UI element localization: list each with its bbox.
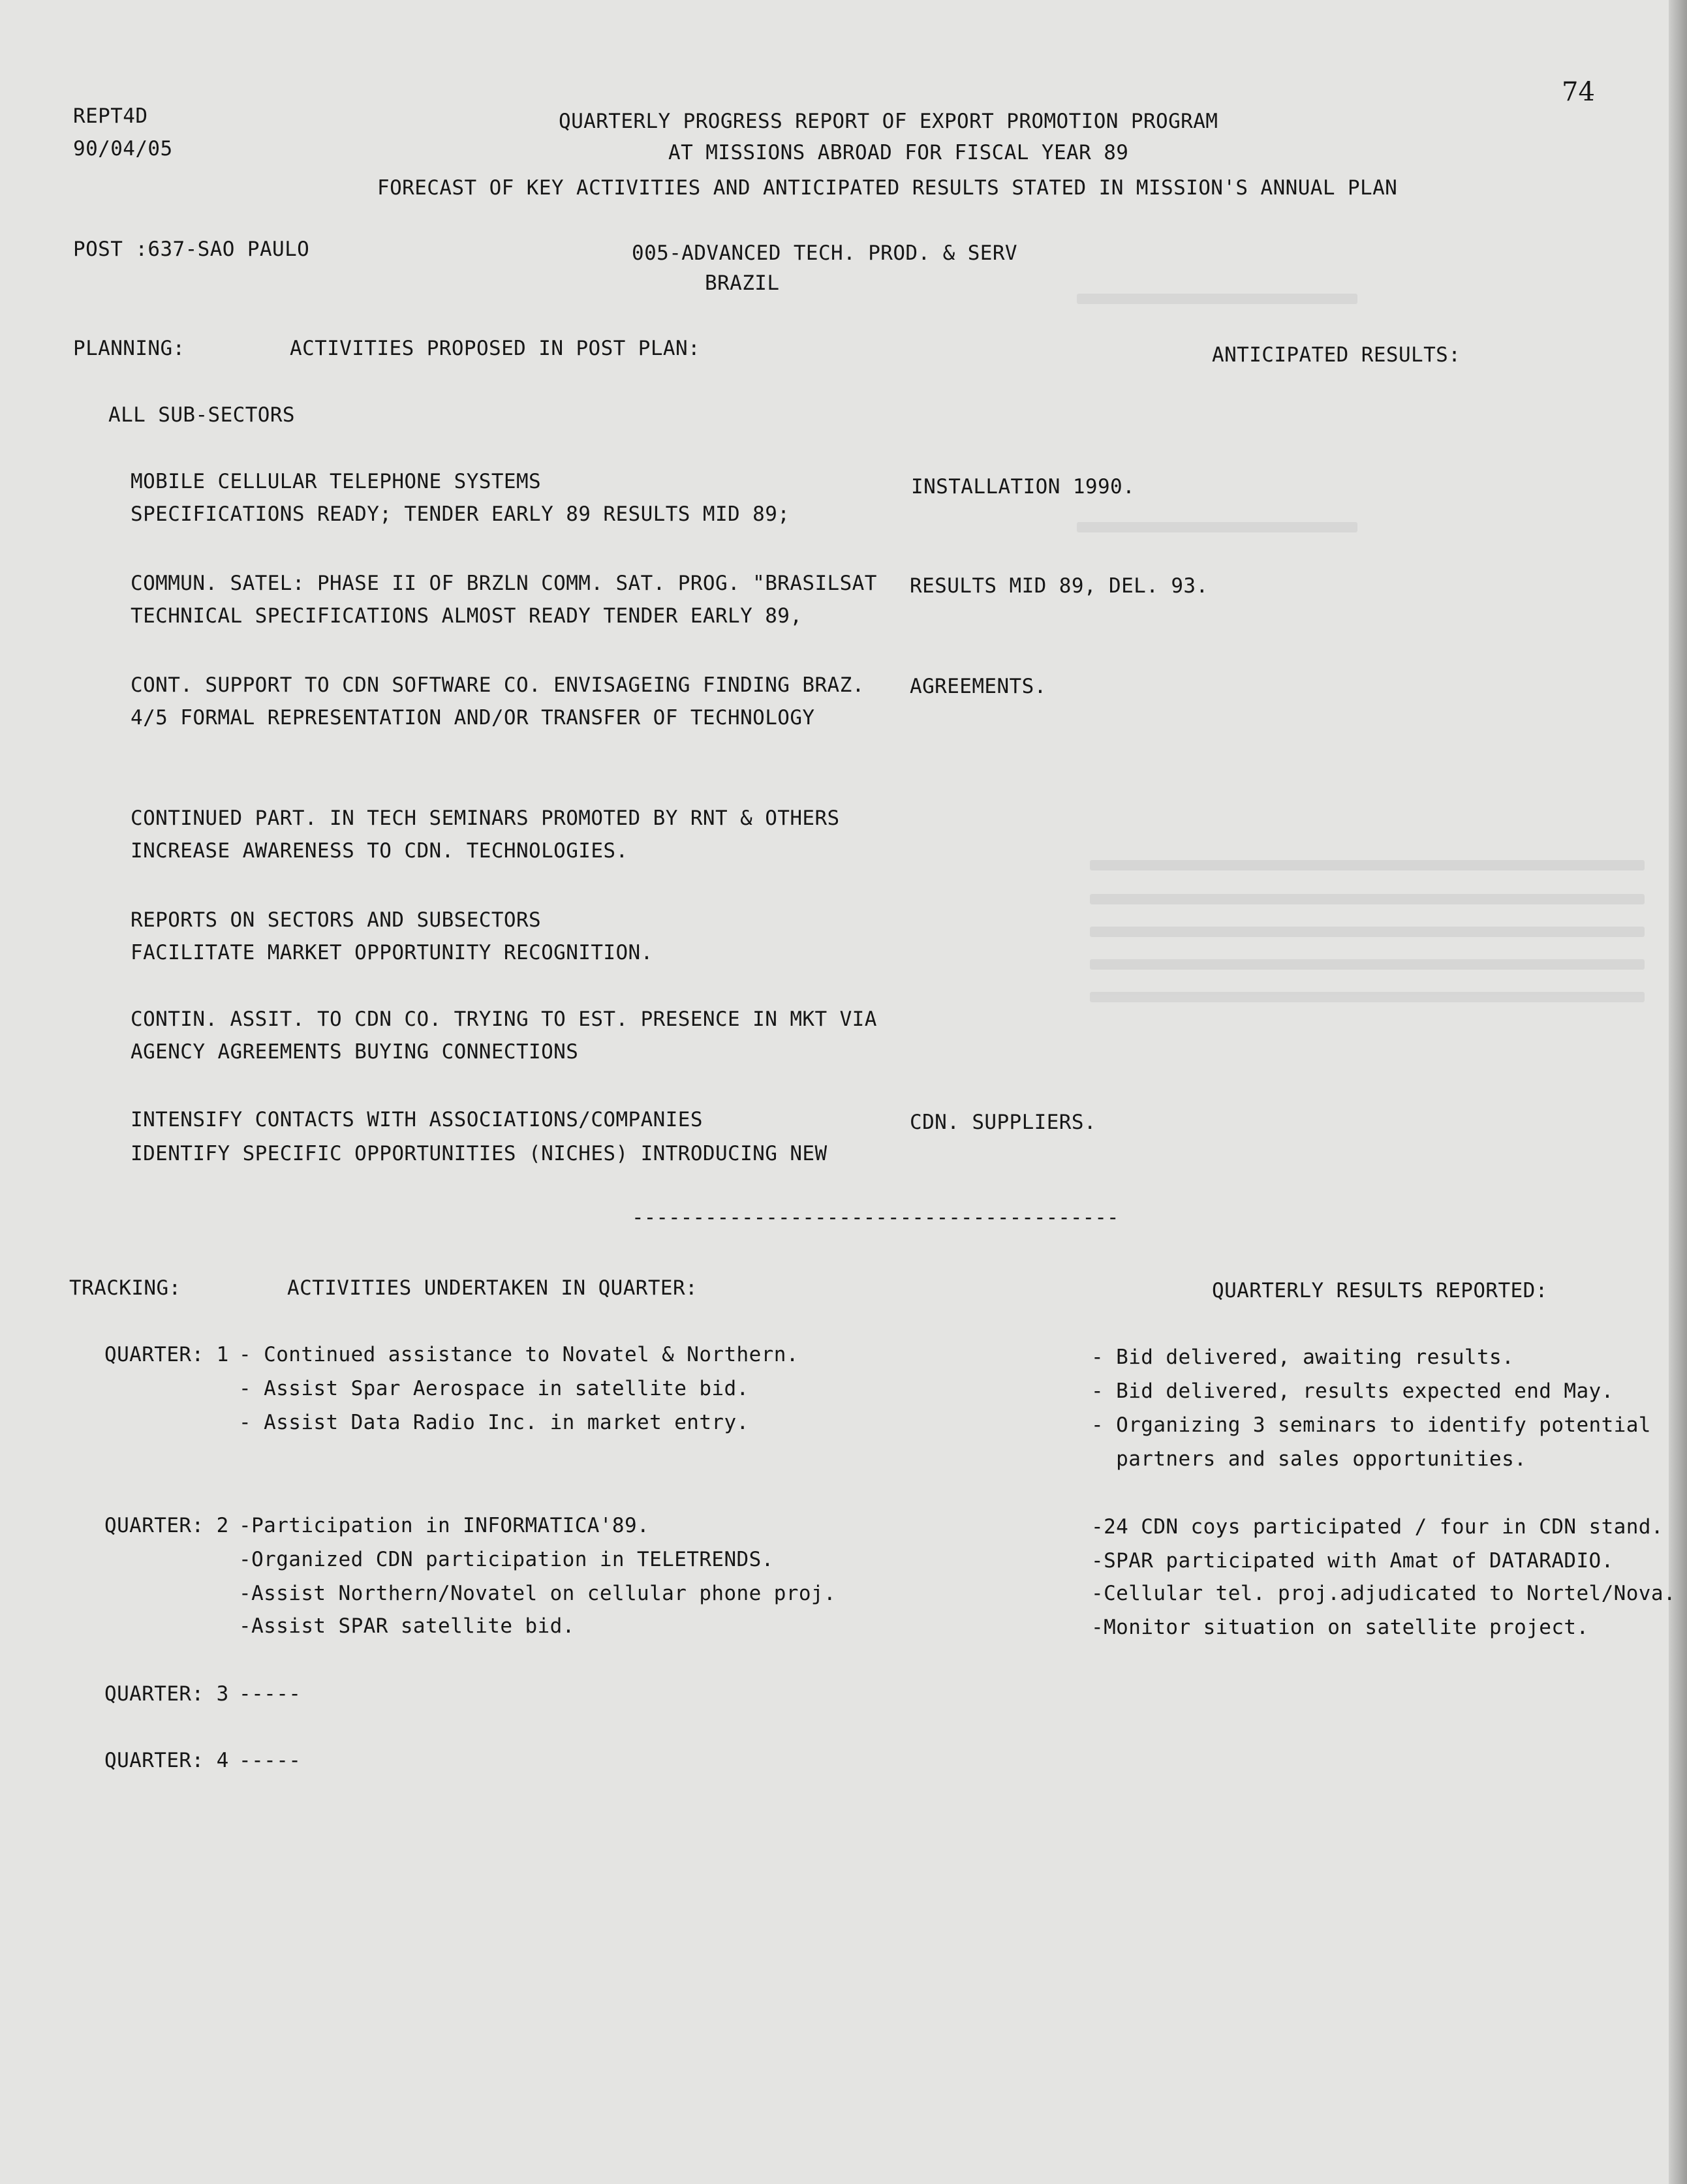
quarter-2-activity-1: -Participation in INFORMATICA'89. — [239, 1514, 650, 1537]
plan-item-3-result: AGREEMENTS. — [910, 675, 1047, 698]
report-date: 90/04/05 — [73, 137, 173, 161]
report-title-line-3: FORECAST OF KEY ACTIVITIES AND ANTICIPATED RESULTS STATED IN MISSION'S ANNUAL PLAN — [377, 176, 1398, 200]
quarter-4-label: QUARTER: 4 — [104, 1749, 229, 1772]
quarter-2-activity-4: -Assist SPAR satellite bid. — [239, 1614, 575, 1638]
report-title-line-2: AT MISSIONS ABROAD FOR FISCAL YEAR 89 — [668, 141, 1129, 164]
anticipated-results-heading: ANTICIPATED RESULTS: — [1212, 343, 1461, 367]
plan-item-1-result: INSTALLATION 1990. — [911, 475, 1136, 499]
planning-activities-heading: ACTIVITIES PROPOSED IN POST PLAN: — [290, 337, 701, 360]
quarter-2-result-2: -SPAR participated with Amat of DATARADIO. — [1091, 1549, 1614, 1573]
plan-item-7-line-2: IDENTIFY SPECIFIC OPPORTUNITIES (NICHES) INTRODUCING NEW — [131, 1142, 828, 1165]
report-title-line-1: QUARTERLY PROGRESS REPORT OF EXPORT PROMOTION PROGRAM — [559, 110, 1218, 133]
plan-item-3-line-2: 4/5 FORMAL REPRESENTATION AND/OR TRANSFER OF TECHNOLOGY — [131, 706, 815, 730]
plan-item-6-line-2: AGENCY AGREEMENTS BUYING CONNECTIONS — [131, 1040, 579, 1064]
plan-item-1-line-1: MOBILE CELLULAR TELEPHONE SYSTEMS — [131, 470, 542, 493]
quarter-2-label: QUARTER: 2 — [104, 1514, 229, 1537]
quarter-2-activity-2: -Organized CDN participation in TELETRENDS. — [239, 1548, 774, 1571]
plan-item-5-line-2: FACILITATE MARKET OPPORTUNITY RECOGNITION. — [131, 941, 653, 964]
page-number: 74 — [1562, 77, 1595, 107]
quarter-1-result-4: partners and sales opportunities. — [1091, 1447, 1527, 1471]
quarter-1-result-2: - Bid delivered, results expected end May. — [1091, 1379, 1614, 1403]
report-id: REPT4D — [73, 104, 148, 128]
quarterly-results-heading: QUARTERLY RESULTS REPORTED: — [1212, 1279, 1548, 1302]
page-edge-shadow — [1669, 0, 1687, 2184]
quarter-1-activity-3: - Assist Data Radio Inc. in market entry. — [239, 1411, 749, 1434]
subsector-heading: ALL SUB-SECTORS — [108, 403, 295, 427]
plan-item-7-result: CDN. SUPPLIERS. — [910, 1111, 1096, 1134]
plan-item-2-line-1: COMMUN. SATEL: PHASE II OF BRZLN COMM. SAT. PROG. "BRASILSAT — [131, 572, 877, 595]
plan-item-4-line-2: INCREASE AWARENESS TO CDN. TECHNOLOGIES. — [131, 839, 628, 863]
section-separator: ---------------------------------------- — [632, 1206, 1119, 1229]
quarter-2-activity-3: -Assist Northern/Novatel on cellular phone proj. — [239, 1582, 837, 1605]
plan-item-1-line-2: SPECIFICATIONS READY; TENDER EARLY 89 RESULTS MID 89; — [131, 502, 790, 526]
quarter-1-activity-1: - Continued assistance to Novatel & Northern. — [239, 1343, 799, 1366]
planning-label: PLANNING: — [73, 337, 185, 360]
plan-item-2-result: RESULTS MID 89, DEL. 93. — [910, 574, 1209, 598]
quarter-2-result-4: -Monitor situation on satellite project. — [1091, 1616, 1589, 1639]
quarter-2-result-3: -Cellular tel. proj.adjudicated to Nortel/Nova. — [1091, 1582, 1676, 1605]
plan-item-5-line-1: REPORTS ON SECTORS AND SUBSECTORS — [131, 908, 542, 932]
quarter-3-value: ----- — [239, 1682, 302, 1706]
quarter-3-label: QUARTER: 3 — [104, 1682, 229, 1706]
plan-item-3-line-1: CONT. SUPPORT TO CDN SOFTWARE CO. ENVISAGEING FINDING BRAZ. — [131, 673, 865, 697]
plan-item-4-line-1: CONTINUED PART. IN TECH SEMINARS PROMOTED BY RNT & OTHERS — [131, 807, 840, 830]
quarter-2-result-1: -24 CDN coys participated / four in CDN stand. — [1091, 1515, 1664, 1539]
sector-code: 005-ADVANCED TECH. PROD. & SERV — [632, 241, 1017, 265]
plan-item-6-line-1: CONTIN. ASSIT. TO CDN CO. TRYING TO EST. PRESENCE IN MKT VIA — [131, 1007, 877, 1031]
quarter-1-label: QUARTER: 1 — [104, 1343, 229, 1366]
country: BRAZIL — [705, 271, 780, 295]
quarter-1-result-1: - Bid delivered, awaiting results. — [1091, 1346, 1515, 1369]
plan-item-2-line-2: TECHNICAL SPECIFICATIONS ALMOST READY TENDER EARLY 89, — [131, 604, 803, 628]
quarter-1-activity-2: - Assist Spar Aerospace in satellite bid. — [239, 1377, 749, 1400]
quarter-4-value: ----- — [239, 1749, 302, 1772]
quarter-1-result-3: - Organizing 3 seminars to identify potential — [1091, 1413, 1651, 1437]
tracking-label: TRACKING: — [69, 1276, 181, 1300]
post-location: POST :637-SAO PAULO — [73, 238, 310, 261]
plan-item-7-line-1: INTENSIFY CONTACTS WITH ASSOCIATIONS/COMPANIES — [131, 1108, 703, 1131]
tracking-activities-heading: ACTIVITIES UNDERTAKEN IN QUARTER: — [287, 1276, 698, 1300]
